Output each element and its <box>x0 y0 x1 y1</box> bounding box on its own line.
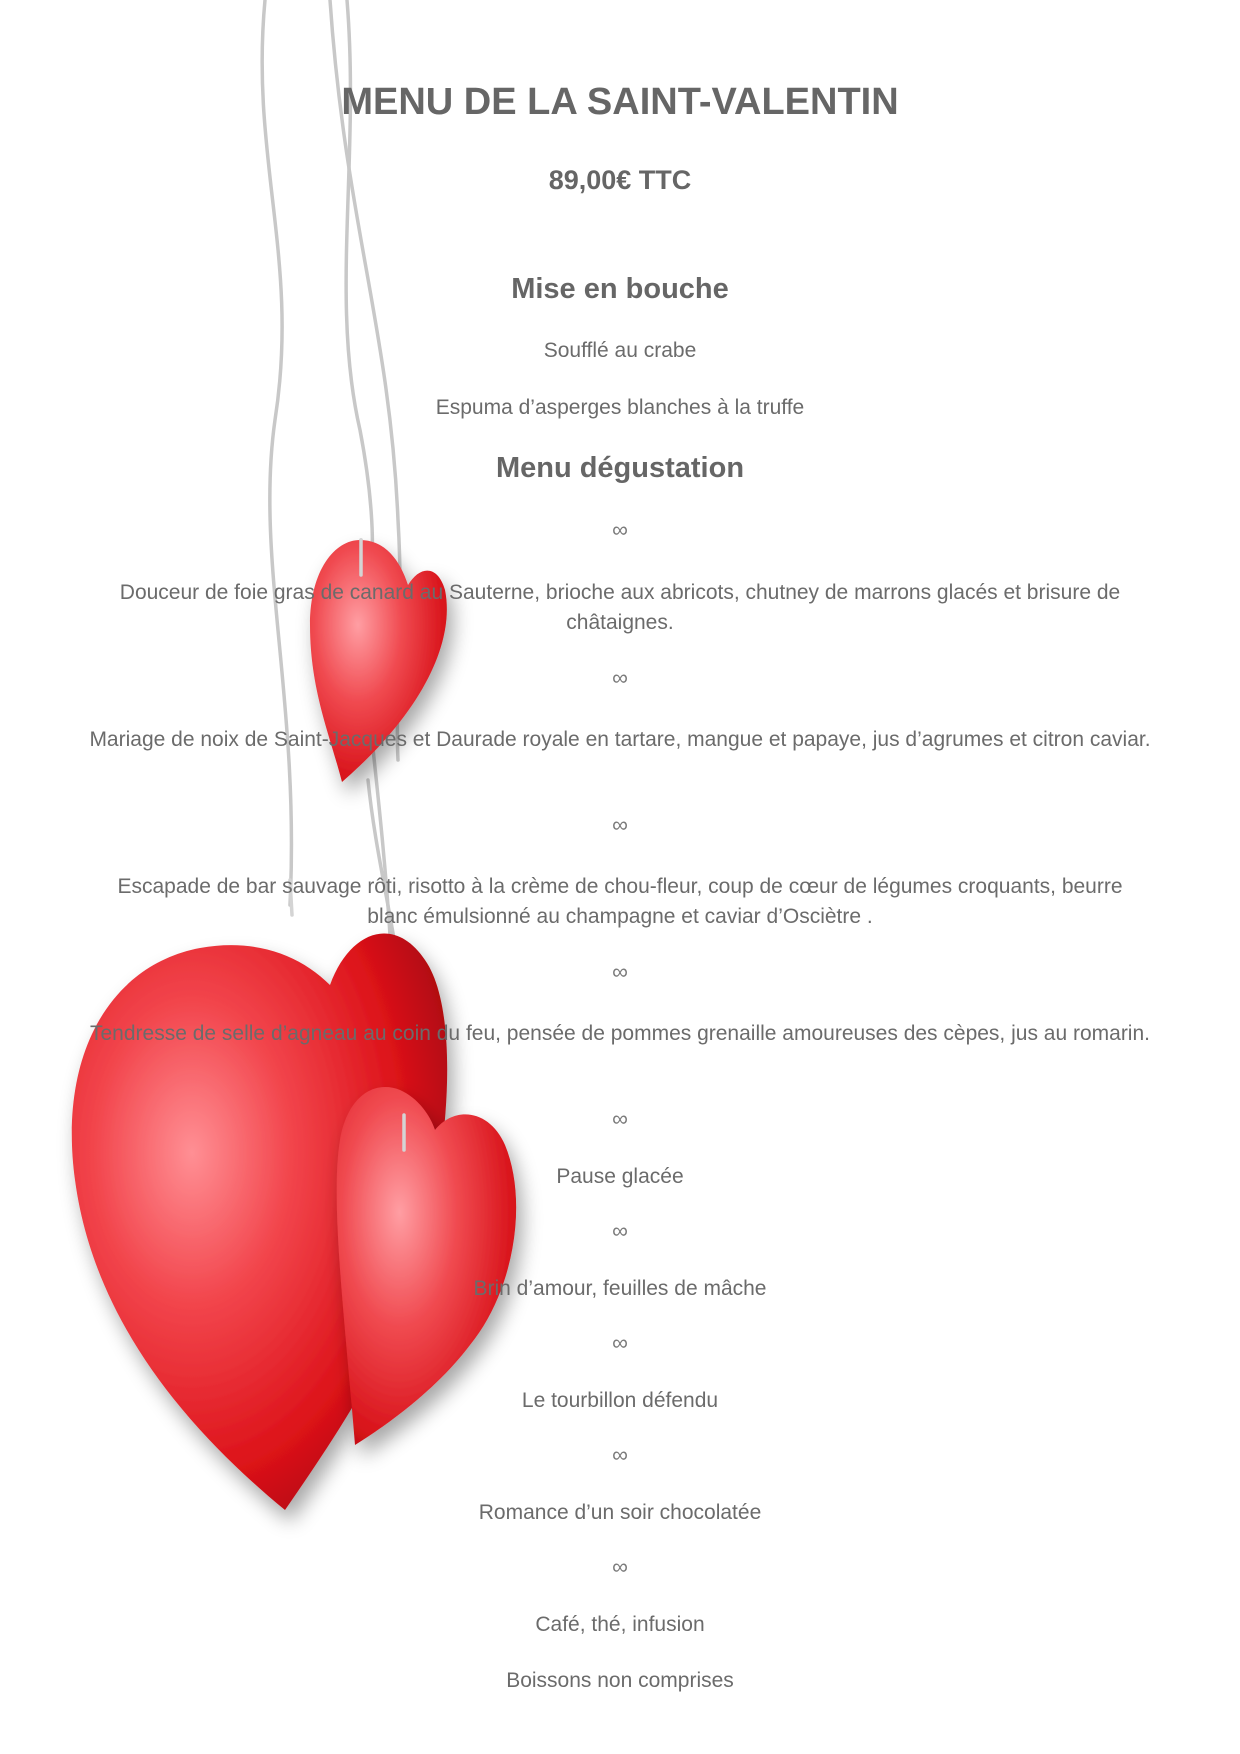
menu-item: Escapade de bar sauvage rôti, risotto à la crème de chou-fleur, coup de cœur de légumes croquants, beurre blanc émulsionné au champagne et caviar d’Osciètre . <box>117 875 1123 928</box>
infinity-separator: ∞ <box>612 1106 628 1131</box>
infinity-separator: ∞ <box>612 1218 628 1243</box>
infinity-separator: ∞ <box>612 1554 628 1579</box>
infinity-separator: ∞ <box>612 959 628 984</box>
infinity-separator: ∞ <box>612 812 628 837</box>
menu-price: 89,00€ TTC <box>548 165 692 195</box>
menu-item: Brin d’amour, feuilles de mâche <box>473 1277 767 1300</box>
menu-item: Tendresse de selle d’agneau au coin du feu, pensée de pommes grenaille amoureuses des cèpes, jus au romarin. <box>90 1022 1150 1045</box>
menu-title: MENU DE LA SAINT-VALENTIN <box>341 81 899 123</box>
menu-item: Pause glacée <box>556 1165 684 1188</box>
infinity-separator: ∞ <box>612 517 628 542</box>
menu-item: Douceur de foie gras de canard au Sauterne, brioche aux abricots, chutney de marrons glacés et brisure de châtaignes. <box>119 581 1121 634</box>
menu-item: Espuma d’asperges blanches à la truffe <box>435 396 805 419</box>
infinity-separator: ∞ <box>612 1442 628 1467</box>
infinity-separator: ∞ <box>612 1330 628 1355</box>
menu-item: Café, thé, infusion <box>535 1613 705 1636</box>
section-heading-menu-degustation: Menu dégustation <box>495 452 745 484</box>
section-heading-mise-en-bouche: Mise en bouche <box>511 273 729 305</box>
infinity-separator: ∞ <box>612 665 628 690</box>
menu-footer-note: Boissons non comprises <box>506 1669 734 1692</box>
menu-item: Soufflé au crabe <box>543 339 697 362</box>
menu-item: Le tourbillon défendu <box>521 1389 719 1412</box>
menu-item: Romance d’un soir chocolatée <box>478 1501 762 1524</box>
menu-item: Mariage de noix de Saint-Jacques et Daurade royale en tartare, mangue et papaye, jus d’agrumes et citron caviar. <box>89 728 1151 751</box>
